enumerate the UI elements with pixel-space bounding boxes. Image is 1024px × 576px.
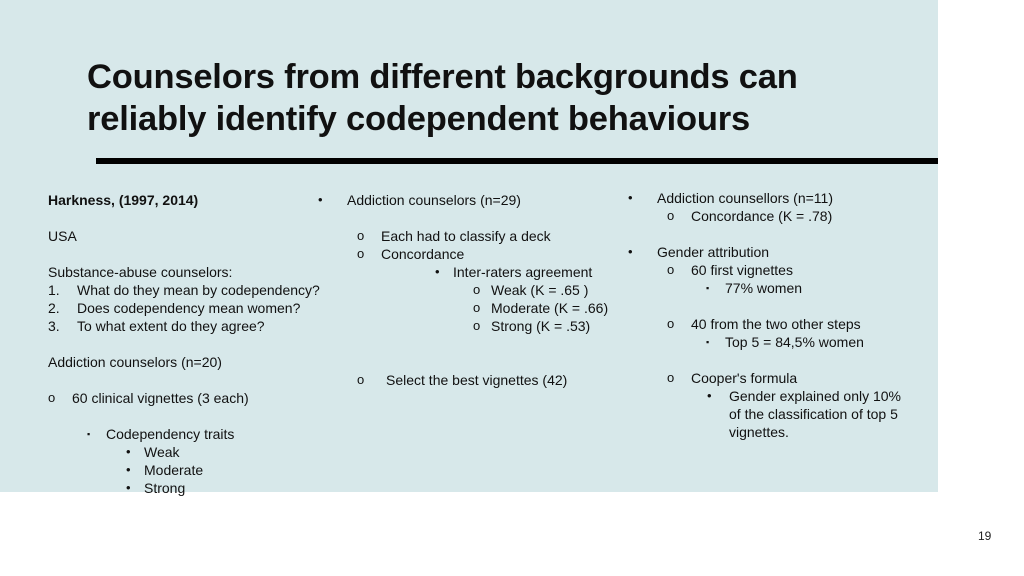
trait-item: Weak bbox=[144, 444, 180, 460]
cooper-line: vignettes. bbox=[729, 424, 789, 440]
question-number: 1. bbox=[48, 282, 60, 298]
question-text: Does codependency mean women? bbox=[77, 300, 301, 316]
first-vignettes-label: 60 first vignettes bbox=[691, 262, 793, 278]
dot-bullet: • bbox=[707, 388, 712, 403]
circle-bullet: o bbox=[473, 300, 481, 315]
traits-label: Codependency traits bbox=[106, 426, 235, 442]
trait-item: Strong bbox=[144, 480, 186, 496]
circle-bullet: o bbox=[48, 390, 56, 405]
circle-bullet: o bbox=[667, 316, 675, 331]
title-divider bbox=[96, 158, 938, 164]
circle-bullet: o bbox=[357, 372, 365, 387]
trait-item: Moderate bbox=[144, 462, 204, 478]
question-text: What do they mean by codependency? bbox=[77, 282, 320, 298]
sample-label: Addiction counsellors (n=11) bbox=[657, 190, 834, 206]
circle-bullet: o bbox=[667, 262, 675, 277]
circle-bullet: o bbox=[473, 318, 481, 333]
agreement-level: Strong (K = .53) bbox=[491, 318, 591, 334]
cooper-label: Cooper's formula bbox=[691, 370, 798, 386]
square-bullet: ▪ bbox=[87, 429, 91, 439]
square-bullet: ▪ bbox=[706, 283, 710, 293]
study-heading: Harkness, (1997, 2014) bbox=[48, 192, 199, 208]
sample-label: Addiction counselors (n=29) bbox=[347, 192, 521, 208]
cooper-line: of the classification of top 5 bbox=[729, 406, 898, 422]
vignettes-label: 60 clinical vignettes (3 each) bbox=[72, 390, 249, 406]
dot-bullet: • bbox=[628, 244, 633, 259]
circle-bullet: o bbox=[667, 208, 675, 223]
concordance-label: Concordance (K = .78) bbox=[691, 208, 833, 224]
dot-bullet: • bbox=[126, 444, 131, 459]
deck-label: Each had to classify a deck bbox=[381, 228, 551, 244]
title-line-2: reliably identify codependent behaviours bbox=[87, 100, 750, 138]
other-pct: Top 5 = 84,5% women bbox=[725, 334, 864, 350]
inter-raters-label: Inter-raters agreement bbox=[453, 264, 593, 280]
question-number: 3. bbox=[48, 318, 60, 334]
first-pct: 77% women bbox=[725, 280, 803, 296]
page-number: 19 bbox=[978, 529, 992, 543]
select-label: Select the best vignettes (42) bbox=[386, 372, 568, 388]
circle-bullet: o bbox=[667, 370, 675, 385]
other-vignettes-label: 40 from the two other steps bbox=[691, 316, 861, 332]
sample-label: Addiction counselors (n=20) bbox=[48, 354, 222, 370]
circle-bullet: o bbox=[357, 246, 365, 261]
dot-bullet: • bbox=[435, 264, 440, 279]
country-label: USA bbox=[48, 228, 77, 244]
question-number: 2. bbox=[48, 300, 60, 316]
square-bullet: ▪ bbox=[706, 337, 710, 347]
dot-bullet: • bbox=[318, 192, 323, 207]
gender-label: Gender attribution bbox=[657, 244, 770, 260]
concordance-label: Concordance bbox=[381, 246, 465, 262]
agreement-level: Moderate (K = .66) bbox=[491, 300, 609, 316]
agreement-level: Weak (K = .65 ) bbox=[491, 282, 589, 298]
circle-bullet: o bbox=[473, 282, 481, 297]
slide-title bbox=[87, 56, 907, 140]
dot-bullet: • bbox=[126, 480, 131, 495]
sub-heading: Substance-abuse counselors: bbox=[48, 264, 233, 280]
question-text: To what extent do they agree? bbox=[77, 318, 265, 334]
dot-bullet: • bbox=[628, 190, 633, 205]
circle-bullet: o bbox=[357, 228, 365, 243]
title-line-1: Counselors from different backgrounds can bbox=[87, 58, 798, 96]
dot-bullet: • bbox=[126, 462, 131, 477]
cooper-line: Gender explained only 10% bbox=[729, 388, 902, 404]
